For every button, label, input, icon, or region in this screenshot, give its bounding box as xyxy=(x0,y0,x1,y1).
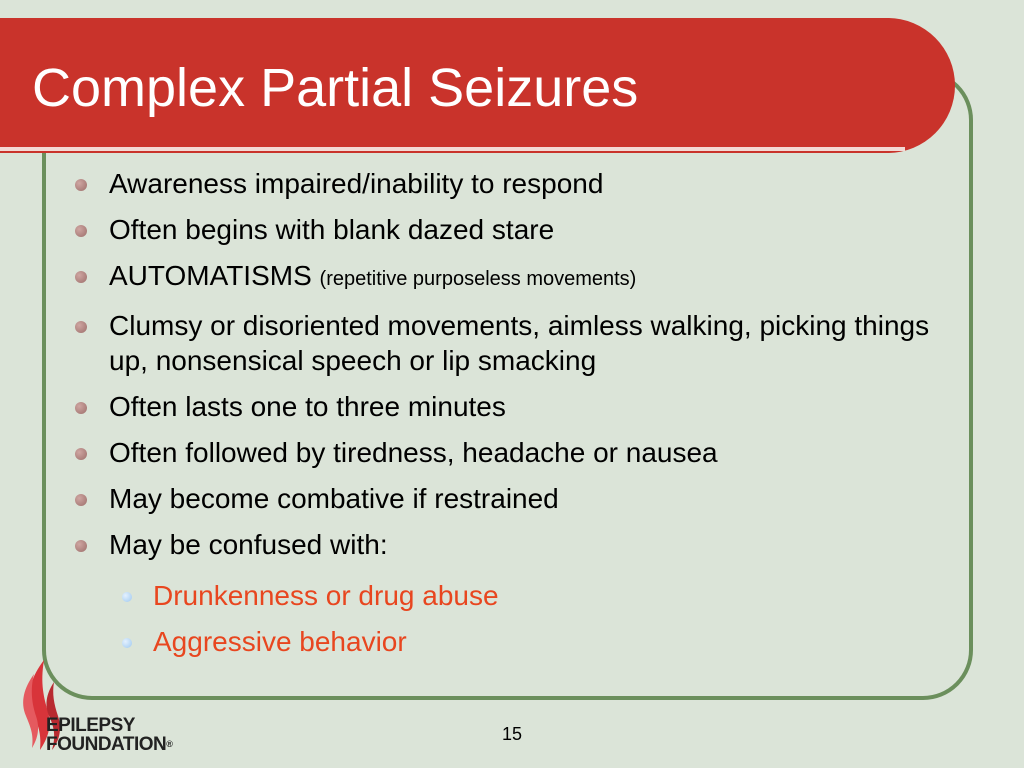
logo-line-1: EPILEPSY xyxy=(46,715,135,736)
bullet-item xyxy=(72,527,952,562)
bullet-dot-icon xyxy=(75,540,87,552)
bullet-item xyxy=(72,258,952,297)
bullet-dot-icon xyxy=(75,402,87,414)
bullet-dot-icon xyxy=(75,271,87,283)
page-number: 15 xyxy=(501,724,523,744)
bullet-note: (repetitive purposeless movements) xyxy=(319,268,637,290)
bullet-item xyxy=(72,481,952,516)
bullet-text: AUTOMATISMS xyxy=(109,260,312,291)
bullet-text: Clumsy or disoriented movements, aimless walking, picking things up, nonsensical speech or lip smacking xyxy=(109,310,930,376)
bullet-dot-icon xyxy=(75,225,87,237)
sub-bullet-list xyxy=(118,578,499,670)
bullet-item xyxy=(72,435,952,470)
sub-bullet-text: Drunkenness or drug abuse xyxy=(153,580,499,611)
bullet-dot-icon xyxy=(75,494,87,506)
sub-bullet-dot-icon xyxy=(122,638,132,648)
logo-wordmark xyxy=(46,716,172,754)
sub-bullet-dot-icon xyxy=(122,592,132,602)
epilepsy-foundation-logo xyxy=(18,658,193,758)
logo-line-2-text: FOUNDATION xyxy=(46,734,167,755)
bullet-item xyxy=(72,389,952,424)
slide-title: Complex Partial Seizures xyxy=(32,58,639,118)
bullet-item xyxy=(72,212,952,247)
logo-line-2 xyxy=(46,735,172,754)
sub-bullet-text: Aggressive behavior xyxy=(153,626,407,657)
bullet-dot-icon xyxy=(75,321,87,333)
bullet-text: Often lasts one to three minutes xyxy=(109,391,506,422)
bullet-text: Awareness impaired/inability to respond xyxy=(109,168,604,199)
bullet-item xyxy=(72,308,952,378)
title-underline xyxy=(0,147,905,151)
bullet-text: Often begins with blank dazed stare xyxy=(109,214,555,245)
bullet-text: May be confused with: xyxy=(109,529,388,560)
sub-bullet-item xyxy=(118,624,499,659)
bullet-item xyxy=(72,166,952,201)
bullet-dot-icon xyxy=(75,448,87,460)
registered-mark: ® xyxy=(166,739,173,749)
sub-bullet-item xyxy=(118,578,499,613)
bullet-dot-icon xyxy=(75,179,87,191)
bullet-list xyxy=(72,166,952,573)
bullet-text: May become combative if restrained xyxy=(109,483,559,514)
bullet-text: Often followed by tiredness, headache or nausea xyxy=(109,437,718,468)
